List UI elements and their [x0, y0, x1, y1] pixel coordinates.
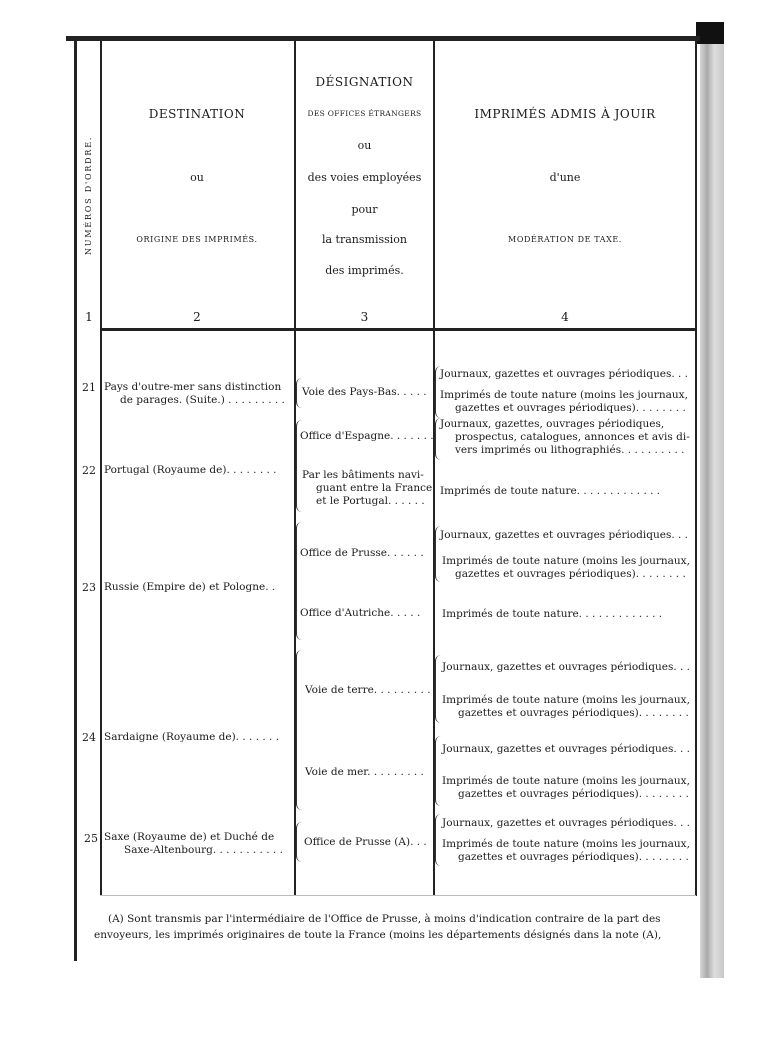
- header-col4-line3: MODÉRATION DE TAXE.: [508, 235, 622, 244]
- item-line: Imprimés de toute nature (moins les journaux,: [442, 694, 690, 706]
- item-line: Imprimés de toute nature. . . . . . . . . . . . .: [440, 485, 661, 497]
- column-number-1: 1: [85, 310, 93, 324]
- page-top-strip: [696, 22, 724, 44]
- destination-line: de parages. (Suite.) . . . . . . . . .: [120, 394, 285, 406]
- column-divider-1: [100, 41, 102, 896]
- header-col3-line1: DÉSIGNATION: [315, 75, 414, 89]
- office-name: Voie de terre. . . . . . . . .: [305, 684, 431, 696]
- item-brace: [435, 736, 442, 806]
- item-line: Journaux, gazettes et ouvrages périodiques. . .: [442, 661, 691, 673]
- item-line: Journaux, gazettes et ouvrages périodiques. . .: [440, 368, 689, 380]
- destination-line: Pays d'outre-mer sans distinction: [104, 381, 282, 393]
- item-line: Journaux, gazettes, ouvrages périodiques,: [440, 418, 665, 430]
- table-top-border: [66, 36, 700, 41]
- item-line: Imprimés de toute nature (moins les journaux,: [442, 838, 690, 850]
- item-line: gazettes et ouvrages périodiques). . . . . . . .: [458, 788, 689, 800]
- header-col4-line2: d'une: [549, 171, 581, 184]
- office-brace: [296, 650, 303, 810]
- item-line: Imprimés de toute nature (moins les journaux,: [440, 389, 688, 401]
- header-col2-line3: ORIGINE DES IMPRIMÉS.: [136, 235, 258, 244]
- item-line: gazettes et ouvrages périodiques). . . . . . . .: [455, 568, 686, 580]
- footnote-line: (A) Sont transmis par l'intermédiaire de l'Office de Prusse, à moins d'indication contraire de la part des: [108, 913, 661, 925]
- header-col3-line4: des voies employées: [307, 171, 422, 184]
- office-name: Voie de mer. . . . . . . . .: [305, 766, 424, 778]
- destination-line: Portugal (Royaume de). . . . . . . .: [104, 464, 277, 476]
- item-line: gazettes et ouvrages périodiques). . . . . . . .: [458, 851, 689, 863]
- item-line: Imprimés de toute nature. . . . . . . . . . . . .: [442, 608, 663, 620]
- header-col3-line5: pour: [351, 203, 378, 216]
- row-number: 23: [82, 581, 96, 594]
- row-number: 22: [82, 464, 96, 477]
- column-number-2: 2: [193, 310, 201, 324]
- destination-line: Saxe (Royaume de) et Duché de: [104, 831, 275, 843]
- table-bottom-rule: [100, 895, 696, 896]
- column-number-4: 4: [561, 310, 569, 324]
- item-line: gazettes et ouvrages périodiques). . . . . . . .: [458, 707, 689, 719]
- table-left-border: [74, 36, 77, 961]
- header-col3-line2: DES OFFICES ÉTRANGERS: [307, 109, 422, 118]
- row-number: 24: [82, 731, 96, 744]
- item-line: prospectus, catalogues, annonces et avis di-: [455, 431, 690, 443]
- office-name: Office de Prusse (A). . .: [304, 836, 427, 848]
- column-number-3: 3: [360, 310, 369, 324]
- header-col3-line6: la transmission: [321, 233, 407, 246]
- page-right-edge: [700, 28, 724, 978]
- item-brace: [435, 814, 442, 866]
- header-col2-line1: DESTINATION: [148, 107, 246, 121]
- header-col3-line3: ou: [357, 139, 372, 152]
- table-right-border: [695, 41, 697, 896]
- item-brace: [435, 655, 442, 723]
- item-line: Imprimés de toute nature (moins les journaux,: [442, 775, 690, 787]
- destination-line: Sardaigne (Royaume de). . . . . . .: [104, 731, 280, 743]
- office-brace: [296, 420, 303, 512]
- header-col2-line2: ou: [190, 171, 204, 184]
- header-col4-line1: IMPRIMÉS ADMIS À JOUIR: [474, 107, 656, 121]
- office-name: guant entre la France: [316, 482, 433, 494]
- office-name: Voie des Pays-Bas. . . . .: [302, 386, 427, 398]
- office-brace: [296, 522, 303, 640]
- destination-line: Saxe-Altenbourg. . . . . . . . . . .: [124, 844, 283, 856]
- header-separator: [100, 328, 696, 331]
- row-number: 25: [84, 832, 98, 845]
- footnote-line: envoyeurs, les imprimés originaires de toute la France (moins les départements désignés dans la note (A),: [94, 929, 662, 941]
- row-number: 21: [82, 381, 96, 394]
- office-name: et le Portugal. . . . . .: [316, 495, 425, 507]
- item-line: Journaux, gazettes et ouvrages périodiques. . .: [442, 817, 691, 829]
- item-line: vers imprimés ou lithographiés. . . . . . . . . .: [455, 444, 685, 456]
- office-name: Par les bâtiments navi-: [302, 469, 424, 481]
- office-name: Office d'Espagne. . . . . . .: [300, 430, 434, 442]
- item-line: gazettes et ouvrages périodiques). . . . . . . .: [455, 402, 686, 414]
- header-col1-label: NUMÉROS D'ORDRE.: [84, 135, 93, 255]
- office-name: Office d'Autriche. . . . .: [300, 607, 421, 619]
- destination-line: Russie (Empire de) et Pologne. .: [104, 581, 276, 593]
- item-line: Imprimés de toute nature (moins les journaux,: [442, 555, 690, 567]
- office-name: Office de Prusse. . . . . .: [300, 547, 424, 559]
- item-line: Journaux, gazettes et ouvrages périodiques. . .: [442, 743, 691, 755]
- item-line: Journaux, gazettes et ouvrages périodiques. . .: [440, 529, 689, 541]
- header-col3-line7: des imprimés.: [325, 264, 404, 277]
- office-brace: [296, 822, 303, 862]
